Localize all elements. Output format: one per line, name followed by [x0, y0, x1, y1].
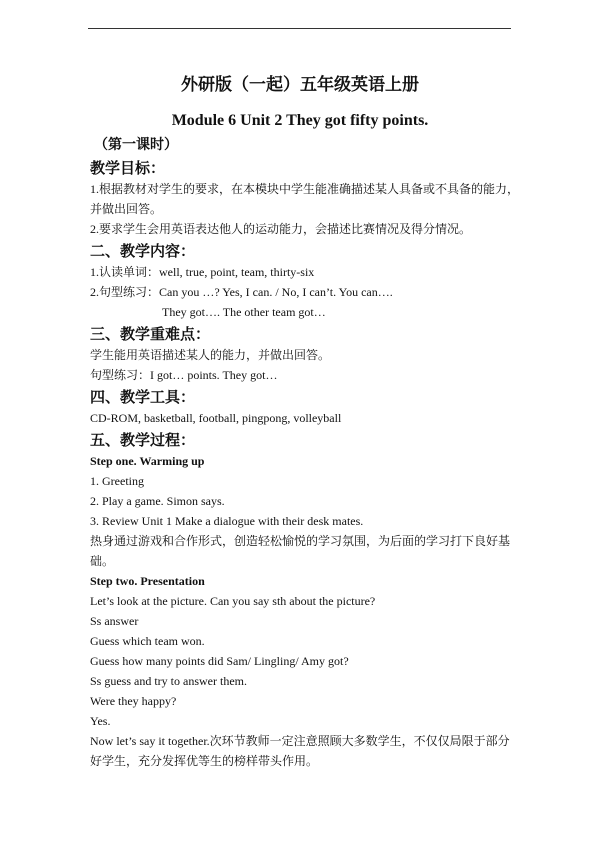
process-heading: 五、教学过程：: [90, 431, 196, 449]
document-subtitle: Module 6 Unit 2 They got fifty points.: [171, 112, 429, 129]
tools-heading: 四、教学工具：: [90, 388, 196, 406]
step-item: 热身通过游戏和合作形式，创造轻松愉悦的学习氛围，为后面的学习打下良好基础。: [90, 534, 511, 568]
tools-line: CD-ROM, basketball, football, pingpong, volleyball: [90, 411, 342, 425]
step-item: 3. Review Unit 1 Make a dialogue with their desk mates.: [90, 514, 364, 528]
step-item: 1. Greeting: [90, 474, 144, 488]
step-item: Now let’s say it together.次环节教师一定注意照顾大多数学生，不仅仅局限于部分好学生，充分发挥优等生的榜样带头作用。: [90, 734, 510, 768]
lesson-label: （第一课时）: [94, 137, 178, 153]
keypoints-line: 学生能用英语描述某人的能力，并做出回答。: [90, 348, 331, 362]
patterns-line: 2.句型练习：Can you …? Yes, I can. / No, I can’t. You can….: [90, 285, 393, 299]
keypoints-heading: 三、教学重难点：: [90, 325, 211, 343]
step-item: Guess which team won.: [90, 634, 205, 648]
vocabulary-line: 1.认读单词：well, true, point, team, thirty-six: [90, 265, 315, 279]
header-rule: [88, 28, 511, 29]
step-item: 2. Play a game. Simon says.: [90, 494, 225, 508]
document-title: 外研版（一起）五年级英语上册: [181, 75, 419, 95]
step-item: Guess how many points did Sam/ Lingling/ Amy got?: [90, 654, 349, 668]
step-item: Were they happy?: [90, 694, 177, 708]
objectives-heading: 教学目标：: [90, 159, 166, 177]
keypoints-line: 句型练习：I got… points. They got…: [90, 368, 278, 382]
step-item: Ss answer: [90, 614, 139, 628]
content-heading: 二、教学内容：: [90, 242, 196, 260]
document-body: [90, 134, 520, 771]
step-item: Yes.: [90, 714, 111, 728]
objective-item: 2.要求学生会用英语表达他人的运动能力，会描述比赛情况及得分情况。: [90, 222, 472, 236]
step-item: Let’s look at the picture. Can you say sth about the picture?: [90, 594, 376, 608]
step-item: Ss guess and try to answer them.: [90, 674, 247, 688]
patterns-line-2: They got…. The other team got…: [162, 305, 326, 319]
step-one-heading: Step one. Warming up: [90, 454, 205, 468]
step-two-heading: Step two. Presentation: [90, 574, 205, 588]
objective-item: 1.根据教材对学生的要求，在本模块中学生能准确描述某人具备或不具备的能力，并做出回答。: [90, 182, 520, 216]
